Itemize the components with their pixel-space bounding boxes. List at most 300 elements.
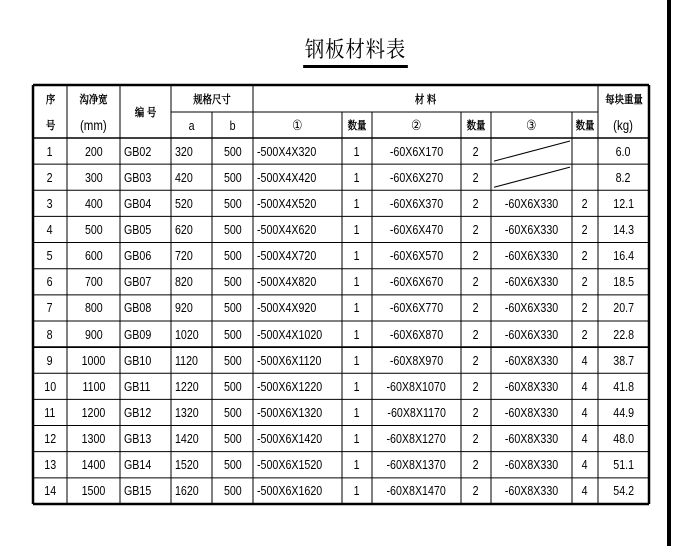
cell-a-text: 420 [175,169,193,185]
cell-code-text: GB09 [124,326,152,342]
cell-m3 [491,347,572,373]
cell-q2 [461,399,491,425]
header-clear-width [67,85,120,112]
cell-code [120,373,171,399]
header-material-1 [253,112,342,138]
cell-q2 [461,452,491,478]
cell-q2-text: 2 [473,195,479,211]
cell-code-text: GB03 [124,169,152,185]
header-weight-unit-text: (kg) [613,117,634,133]
cell-a-text: 820 [175,274,193,290]
cell-m1-text: -500X6X1320 [257,404,323,420]
cell-b-text: 500 [223,195,242,211]
cell-q1 [342,269,372,295]
header-index-text: 号 [45,120,55,132]
cell-weight-text: 8.2 [616,169,631,185]
cell-m1 [253,426,342,452]
cell-weight [598,399,649,425]
cell-width-text: 700 [84,274,103,290]
cell-weight [598,216,649,242]
cell-no-text: 8 [47,326,53,342]
cell-code-text: GB14 [124,457,152,473]
cell-code [120,243,171,269]
cell-q2-text: 2 [473,404,479,420]
cell-q2-text: 2 [473,483,479,499]
cell-width [67,478,120,504]
cell-no [33,164,67,190]
cell-width-text: 1100 [82,378,105,394]
cell-m2 [372,426,461,452]
header-material-1-text: ① [292,116,303,133]
cell-code [120,478,171,504]
cell-width-text: 1200 [81,404,106,420]
cell-m3 [491,243,572,269]
cell-q1 [342,426,372,452]
cell-width-text: 600 [84,248,103,264]
cell-width [67,190,120,216]
cell-m3-text: -60X8X330 [504,431,559,447]
cell-m2-text: -60X6X570 [389,248,444,264]
cell-m1 [253,347,342,373]
cell-b [212,321,253,347]
header-index [33,112,67,138]
cell-no [33,216,67,242]
cell-a [171,321,212,347]
cell-code-text: GB08 [124,300,152,316]
cell-m1-text: -500X4X320 [257,143,317,159]
cell-m3 [491,373,572,399]
header-clear-width-unit [67,112,120,138]
cell-m2-text: -60X6X870 [389,326,444,342]
empty-cell-slash [494,167,570,187]
cell-width [67,164,120,190]
cell-q3 [572,321,598,347]
cell-weight-text: 41.8 [613,378,634,394]
cell-a [171,347,212,373]
cell-q2 [461,243,491,269]
header-spec [171,85,253,112]
cell-b [212,426,253,452]
cell-code [120,452,171,478]
cell-m3-text: -60X6X330 [504,326,559,342]
cell-weight-text: 18.5 [613,274,634,290]
header-clear-width-unit-text: (mm) [80,117,107,133]
cell-m3 [491,426,572,452]
header-code [120,85,171,138]
header-material [253,85,598,112]
cell-m2-text: -60X6X770 [389,300,444,316]
cell-no-text: 10 [44,378,56,394]
cell-weight [598,426,649,452]
cell-q1 [342,399,372,425]
cell-a [171,190,212,216]
cell-m1 [253,243,342,269]
cell-a [171,452,212,478]
cell-no-text: 14 [44,483,56,499]
cell-weight-text: 51.1 [613,457,634,473]
cell-no [33,243,67,269]
cell-m1 [253,138,342,164]
cell-no-text: 1 [47,143,53,159]
cell-m1 [253,269,342,295]
cell-m1 [253,321,342,347]
cell-m3-text: -60X8X330 [504,378,559,394]
cell-weight-text: 6.0 [616,143,631,159]
cell-m3 [491,399,572,425]
cell-code-text: GB05 [124,221,152,237]
cell-m2 [372,373,461,399]
cell-code-text: GB15 [124,483,152,499]
cell-width [67,243,120,269]
cell-a [171,164,212,190]
cell-q2-text: 2 [473,143,479,159]
cell-code [120,399,171,425]
cell-a-text: 1420 [175,431,199,447]
cell-b [212,373,253,399]
cell-weight-text: 20.7 [613,300,634,316]
cell-a-text: 1520 [175,457,199,473]
cell-q2 [461,216,491,242]
cell-width [67,138,120,164]
cell-width-text: 1500 [81,483,106,499]
cell-weight-text: 14.3 [613,221,634,237]
cell-q1-text: 1 [354,300,360,316]
cell-q3 [572,347,598,373]
cell-m2 [372,190,461,216]
cell-code-text: GB04 [124,195,152,211]
cell-q3 [572,216,598,242]
cell-q2 [461,321,491,347]
cell-weight-text: 22.8 [613,326,634,342]
cell-m2 [372,399,461,425]
header-qty-1-text: 数量 [347,120,367,132]
cell-width [67,295,120,321]
cell-q2 [461,426,491,452]
header-weight-text: 每块重量 [604,93,643,106]
header-qty-3-text: 数量 [575,120,595,132]
cell-q1 [342,478,372,504]
cell-q1-text: 1 [354,221,360,237]
cell-q1-text: 1 [354,274,360,290]
header-qty-2-text: 数量 [466,120,486,132]
cell-no [33,138,67,164]
cell-width [67,216,120,242]
cell-b [212,399,253,425]
cell-m2-text: -60X6X170 [389,143,444,159]
cell-q3-text: 4 [582,352,588,368]
header-index [33,85,67,112]
cell-q2 [461,190,491,216]
cell-q3 [572,295,598,321]
empty-cell-slash [494,141,570,161]
cell-no-text: 6 [47,274,53,290]
header-index-text: 序 [45,93,55,106]
cell-m2-text: -60X8X1470 [386,483,447,499]
cell-width [67,321,120,347]
header-weight-unit [598,112,649,138]
header-qty-2 [461,112,491,138]
cell-m3-text: -60X8X330 [504,457,559,473]
cell-q3-text: 2 [582,274,588,290]
cell-q2-text: 2 [473,248,479,264]
cell-weight [598,138,649,164]
cell-weight-text: 16.4 [613,248,634,264]
cell-m3 [491,295,572,321]
cell-no [33,373,67,399]
cell-a-text: 720 [175,248,193,264]
cell-m1 [253,373,342,399]
cell-q1 [342,190,372,216]
cell-b [212,216,253,242]
cell-m2-text: -60X6X370 [389,195,444,211]
cell-no [33,295,67,321]
cell-no [33,399,67,425]
cell-q1-text: 1 [354,378,360,394]
cell-m1-text: -500X4X520 [257,195,317,211]
cell-no [33,347,67,373]
cell-a-text: 920 [175,300,193,316]
cell-b-text: 500 [223,300,242,316]
header-material-text: 材 料 [414,93,437,106]
header-material-3 [491,112,572,138]
cell-b-text: 500 [223,221,242,237]
cell-a-text: 1020 [175,326,199,342]
cell-q2-text: 2 [473,352,479,368]
cell-width-text: 1000 [81,352,106,368]
cell-m1-text: -500X6X1220 [257,378,323,394]
cell-m2 [372,216,461,242]
cell-q2-text: 2 [473,457,479,473]
cell-m1 [253,399,342,425]
cell-m2-text: -60X8X970 [389,352,444,368]
cell-width-text: 1300 [81,431,106,447]
cell-q1 [342,347,372,373]
cell-code [120,138,171,164]
cell-weight [598,164,649,190]
cell-q3 [572,269,598,295]
cell-q3-text: 2 [582,326,588,342]
cell-q2 [461,478,491,504]
cell-m1-text: -500X6X1120 [257,352,322,368]
cell-m3 [491,452,572,478]
cell-m3 [491,321,572,347]
cell-a-text: 320 [175,143,193,159]
header-material-2-text: ② [411,116,422,133]
cell-width-text: 500 [84,221,103,237]
cell-a-text: 520 [175,195,193,211]
cell-weight [598,321,649,347]
cell-m2 [372,452,461,478]
cell-m1 [253,164,342,190]
cell-m1-text: -500X4X720 [257,248,317,264]
cell-b-text: 500 [223,352,242,368]
cell-no-text: 11 [44,404,56,420]
cell-q1-text: 1 [354,169,360,185]
cell-m3 [491,478,572,504]
cell-q2-text: 2 [473,300,479,316]
cell-q1-text: 1 [354,143,360,159]
cell-q1-text: 1 [354,431,360,447]
cell-m2-text: -60X6X270 [389,169,444,185]
cell-code-text: GB07 [124,274,152,290]
cell-m1-text: -500X6X1620 [257,483,323,499]
header-spec-a [171,112,212,138]
cell-q2-text: 2 [473,169,479,185]
header-spec-b [212,112,253,138]
cell-q3-text: 4 [582,404,588,420]
header-qty-3 [572,112,598,138]
cell-m2-text: -60X6X670 [389,274,444,290]
cell-weight [598,373,649,399]
cell-b [212,269,253,295]
cell-weight-text: 44.9 [613,404,634,420]
cell-q1-text: 1 [354,457,360,473]
cell-width-text: 1400 [81,457,106,473]
cell-m3 [491,269,572,295]
header-qty-1 [342,112,372,138]
cell-a-text: 1220 [175,378,199,394]
cell-weight [598,347,649,373]
cell-b [212,138,253,164]
cell-b-text: 500 [223,274,242,290]
cell-m2 [372,347,461,373]
cell-code [120,426,171,452]
cell-no [33,269,67,295]
cell-code [120,190,171,216]
cell-m2 [372,269,461,295]
header-material-2 [372,112,461,138]
cell-q1 [342,164,372,190]
cell-a [171,399,212,425]
cell-q2 [461,373,491,399]
cell-b-text: 500 [223,143,242,159]
cell-no-text: 4 [47,221,53,237]
cell-m1 [253,478,342,504]
cell-m2 [372,478,461,504]
cell-no-text: 7 [47,300,53,316]
cell-m3-text: -60X6X330 [504,195,559,211]
cell-m1 [253,190,342,216]
cell-q3 [572,373,598,399]
cell-width-text: 300 [84,169,103,185]
cell-q1-text: 1 [354,404,360,420]
cell-q3 [572,426,598,452]
cell-weight [598,452,649,478]
cell-width [67,269,120,295]
cell-width [67,426,120,452]
cell-q3-text: 4 [582,483,588,499]
cell-b-text: 500 [223,378,242,394]
cell-q1 [342,138,372,164]
cell-a [171,295,212,321]
header-spec-text: 规格尺寸 [193,93,231,106]
cell-code [120,295,171,321]
cell-a [171,269,212,295]
cell-code-text: GB12 [124,404,152,420]
cell-no-text: 2 [47,169,53,185]
cell-no [33,321,67,347]
cell-m1 [253,295,342,321]
cell-m3-text: -60X6X330 [504,300,559,316]
cell-weight-text: 12.1 [613,195,634,211]
cell-q1 [342,295,372,321]
header-clear-width-text: 沟净宽 [79,93,108,106]
cell-code [120,269,171,295]
cell-q3 [572,399,598,425]
cell-no-text: 13 [44,457,56,473]
header-code-text: 编 号 [134,106,157,119]
cell-q2-text: 2 [473,326,479,342]
cell-q3-text: 2 [582,195,588,211]
cell-b-text: 500 [223,404,242,420]
cell-no [33,478,67,504]
cell-m2-text: -60X8X1270 [386,431,447,447]
cell-weight [598,295,649,321]
cell-m1 [253,216,342,242]
cell-code [120,321,171,347]
cell-no-text: 9 [47,352,53,368]
cell-b [212,478,253,504]
cell-m3-text: -60X8X330 [504,404,559,420]
cell-q1-text: 1 [354,248,360,264]
cell-q2-text: 2 [473,221,479,237]
cell-q1-text: 1 [354,326,360,342]
cell-width-text: 200 [84,143,103,159]
cell-a-text: 1120 [175,352,198,368]
cell-q2-text: 2 [473,378,479,394]
cell-b-text: 500 [223,248,242,264]
cell-q3 [572,452,598,478]
cell-q3-text: 2 [582,221,588,237]
cell-m3-text: -60X6X330 [504,221,559,237]
cell-a [171,478,212,504]
cell-m1-text: -500X4X820 [257,274,317,290]
cell-m3-text: -60X6X330 [504,274,559,290]
cell-a-text: 1620 [175,483,199,499]
cell-no [33,426,67,452]
cell-q3-text: 2 [582,300,588,316]
cell-b-text: 500 [223,326,242,342]
cell-code-text: GB13 [124,431,152,447]
cell-q2 [461,295,491,321]
cell-q2 [461,138,491,164]
cell-m3-text: -60X6X330 [504,248,559,264]
header-weight [598,85,649,112]
cell-a-text: 620 [175,221,193,237]
cell-weight [598,243,649,269]
cell-q3-text: 4 [582,431,588,447]
cell-no [33,190,67,216]
cell-q2-text: 2 [473,274,479,290]
cell-q1-text: 1 [354,483,360,499]
cell-q1-text: 1 [354,195,360,211]
cell-b-text: 500 [223,431,242,447]
cell-q1-text: 1 [354,352,360,368]
cell-weight-text: 38.7 [613,352,634,368]
cell-code [120,347,171,373]
cell-width [67,373,120,399]
cell-q1 [342,321,372,347]
cell-a [171,373,212,399]
cell-m3 [491,216,572,242]
cell-q2 [461,347,491,373]
cell-m3-text: -60X8X330 [504,352,559,368]
cell-m1 [253,452,342,478]
cell-no-text: 12 [44,431,56,447]
cell-q3 [572,478,598,504]
cell-m2 [372,164,461,190]
cell-q1 [342,452,372,478]
